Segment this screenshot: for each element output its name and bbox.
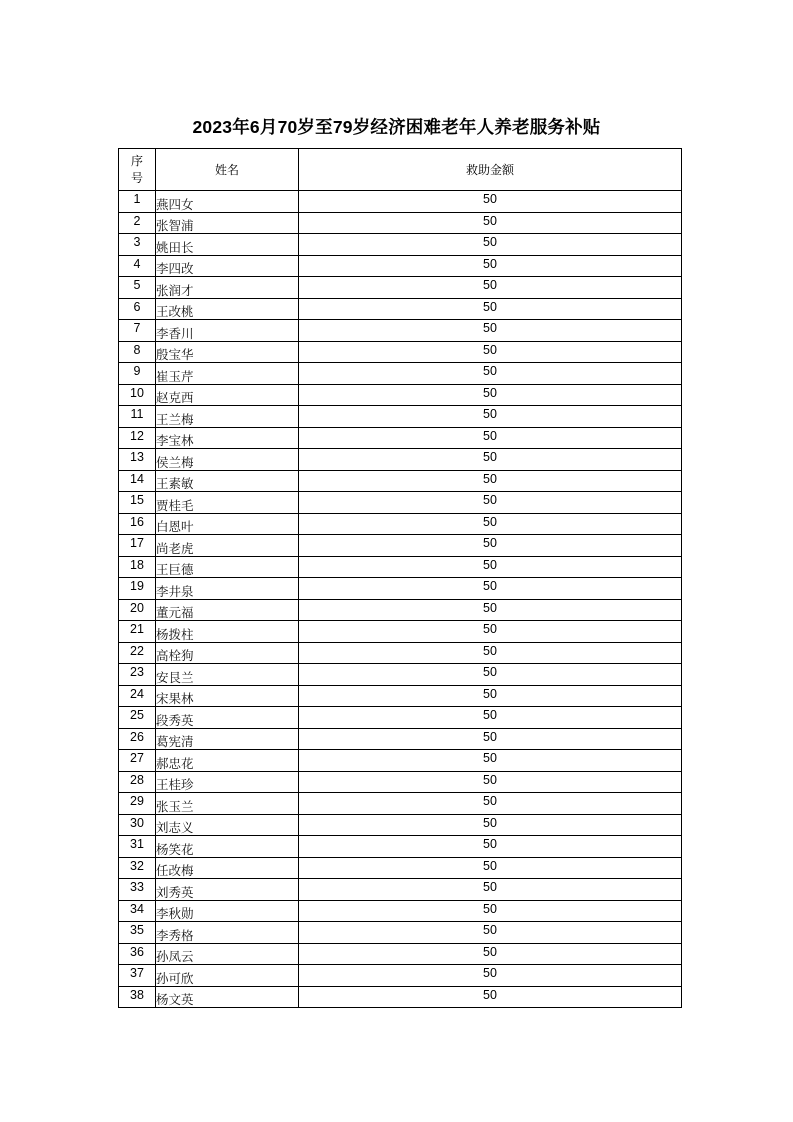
row-amount: 50 [299,965,682,987]
table-row [119,320,682,342]
table-row [119,621,682,643]
table-row [119,298,682,320]
row-name: 刘志义 [156,814,299,836]
table-row [119,707,682,729]
row-seq: 22 [119,642,156,664]
row-name: 任改梅 [156,857,299,879]
row-seq: 6 [119,298,156,320]
row-amount: 50 [299,427,682,449]
row-name: 杨拨柱 [156,621,299,643]
row-seq: 37 [119,965,156,987]
row-seq: 16 [119,513,156,535]
row-seq: 27 [119,750,156,772]
table-row [119,836,682,858]
row-seq: 2 [119,212,156,234]
table-header [119,149,682,191]
subsidy-table [118,148,682,1008]
header-row [119,149,682,191]
header-seq-line1: 序 [130,153,143,168]
row-seq: 17 [119,535,156,557]
row-amount: 50 [299,578,682,600]
table-row [119,664,682,686]
row-amount: 50 [299,900,682,922]
row-seq: 3 [119,234,156,256]
row-name: 安艮兰 [156,664,299,686]
row-amount: 50 [299,599,682,621]
row-amount: 50 [299,234,682,256]
table-row [119,750,682,772]
header-seq-line2: 号 [130,170,143,185]
row-amount: 50 [299,535,682,557]
row-name: 李秀格 [156,922,299,944]
row-name: 李四改 [156,255,299,277]
row-name: 王巨德 [156,556,299,578]
table-row [119,427,682,449]
table-row [119,384,682,406]
table-row [119,191,682,213]
row-seq: 15 [119,492,156,514]
row-seq: 9 [119,363,156,385]
row-seq: 12 [119,427,156,449]
row-seq: 26 [119,728,156,750]
row-name: 张智浦 [156,212,299,234]
table-row [119,986,682,1008]
row-amount: 50 [299,492,682,514]
row-name: 杨笑花 [156,836,299,858]
row-name: 王桂珍 [156,771,299,793]
row-seq: 35 [119,922,156,944]
row-amount: 50 [299,277,682,299]
row-name: 殷宝华 [156,341,299,363]
row-name: 侯兰梅 [156,449,299,471]
table-row [119,943,682,965]
table-row [119,728,682,750]
table-row [119,578,682,600]
row-seq: 29 [119,793,156,815]
row-seq: 25 [119,707,156,729]
row-name: 尚老虎 [156,535,299,557]
row-seq: 19 [119,578,156,600]
row-seq: 21 [119,621,156,643]
row-name: 李秋勋 [156,900,299,922]
row-amount: 50 [299,793,682,815]
row-amount: 50 [299,642,682,664]
row-name: 孙凤云 [156,943,299,965]
table-row [119,277,682,299]
row-name: 董元福 [156,599,299,621]
row-seq: 24 [119,685,156,707]
row-amount: 50 [299,986,682,1008]
row-amount: 50 [299,685,682,707]
table-body [119,191,682,1008]
row-seq: 11 [119,406,156,428]
row-amount: 50 [299,406,682,428]
row-seq: 38 [119,986,156,1008]
row-amount: 50 [299,728,682,750]
row-amount: 50 [299,449,682,471]
row-seq: 32 [119,857,156,879]
table-row [119,599,682,621]
row-name: 贾桂毛 [156,492,299,514]
row-name: 高栓狗 [156,642,299,664]
page-title: 2023年6月70岁至79岁经济困难老年人养老服务补贴 [192,117,601,137]
row-amount: 50 [299,191,682,213]
row-amount: 50 [299,771,682,793]
header-name: 姓名 [156,149,299,191]
row-amount: 50 [299,664,682,686]
row-name: 崔玉芹 [156,363,299,385]
row-amount: 50 [299,750,682,772]
row-seq: 8 [119,341,156,363]
table-row [119,255,682,277]
row-amount: 50 [299,857,682,879]
table-row [119,363,682,385]
table-row [119,642,682,664]
table-row [119,857,682,879]
row-name: 王改桃 [156,298,299,320]
table-row [119,556,682,578]
row-seq: 31 [119,836,156,858]
table-row [119,793,682,815]
row-seq: 18 [119,556,156,578]
table-row [119,535,682,557]
table-row [119,406,682,428]
row-name: 燕四女 [156,191,299,213]
row-name: 杨文英 [156,986,299,1008]
row-amount: 50 [299,621,682,643]
row-name: 王兰梅 [156,406,299,428]
row-amount: 50 [299,879,682,901]
row-amount: 50 [299,814,682,836]
row-seq: 30 [119,814,156,836]
row-amount: 50 [299,836,682,858]
row-amount: 50 [299,384,682,406]
row-name: 刘秀英 [156,879,299,901]
table-row [119,685,682,707]
row-name: 张润才 [156,277,299,299]
row-name: 白恩叶 [156,513,299,535]
row-amount: 50 [299,298,682,320]
row-name: 宋果林 [156,685,299,707]
table-row [119,922,682,944]
row-name: 段秀英 [156,707,299,729]
row-name: 李井泉 [156,578,299,600]
table-row [119,234,682,256]
row-name: 赵克西 [156,384,299,406]
row-amount: 50 [299,341,682,363]
row-name: 姚田长 [156,234,299,256]
row-amount: 50 [299,922,682,944]
row-name: 郝忠花 [156,750,299,772]
row-seq: 14 [119,470,156,492]
row-seq: 1 [119,191,156,213]
row-name: 李香川 [156,320,299,342]
row-seq: 34 [119,900,156,922]
row-name: 李宝林 [156,427,299,449]
table-row [119,212,682,234]
row-seq: 5 [119,277,156,299]
row-amount: 50 [299,470,682,492]
table-row [119,814,682,836]
table-row [119,513,682,535]
table-row [119,470,682,492]
row-seq: 36 [119,943,156,965]
header-seq [119,149,156,191]
row-amount: 50 [299,556,682,578]
row-amount: 50 [299,255,682,277]
row-amount: 50 [299,212,682,234]
row-name: 张玉兰 [156,793,299,815]
row-name: 孙可欣 [156,965,299,987]
row-amount: 50 [299,363,682,385]
row-amount: 50 [299,943,682,965]
table-row [119,492,682,514]
row-seq: 7 [119,320,156,342]
row-name: 王素敏 [156,470,299,492]
header-amount: 救助金额 [299,149,682,191]
table-row [119,449,682,471]
table-row [119,879,682,901]
row-seq: 23 [119,664,156,686]
row-seq: 28 [119,771,156,793]
row-amount: 50 [299,707,682,729]
table-row [119,341,682,363]
row-amount: 50 [299,320,682,342]
table-row [119,965,682,987]
row-seq: 20 [119,599,156,621]
row-name: 葛宪清 [156,728,299,750]
row-seq: 4 [119,255,156,277]
row-amount: 50 [299,513,682,535]
row-seq: 10 [119,384,156,406]
row-seq: 13 [119,449,156,471]
row-seq: 33 [119,879,156,901]
table-row [119,771,682,793]
table-row [119,900,682,922]
